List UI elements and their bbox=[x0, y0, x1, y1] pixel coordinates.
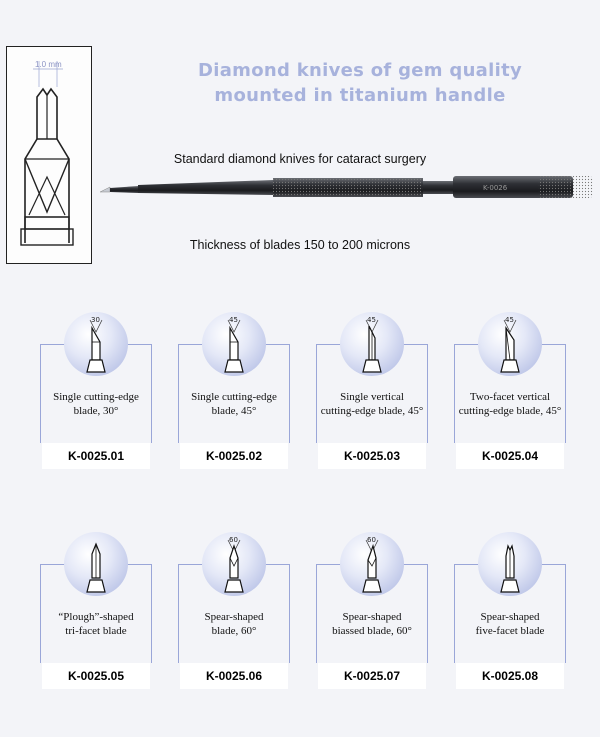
product-description-line-2: cutting-edge blade, 45° bbox=[320, 405, 424, 417]
product-description bbox=[44, 610, 148, 638]
product-description-line-2: blade, 60° bbox=[211, 625, 257, 637]
product-card bbox=[454, 312, 566, 463]
blade-illustration bbox=[340, 312, 404, 376]
product-description-line-1: Spear-shaped bbox=[342, 611, 402, 623]
product-description-line-2: tri-facet blade bbox=[65, 625, 127, 637]
product-card bbox=[454, 532, 566, 683]
title-line-1: Diamond knives of gem quality bbox=[197, 60, 523, 81]
product-card bbox=[316, 312, 428, 463]
blade-illustration bbox=[478, 532, 542, 596]
product-description-line-1: Single cutting-edge bbox=[191, 391, 277, 403]
product-code: K-0025.06 bbox=[180, 663, 288, 689]
scale-label: 1.0 mm bbox=[35, 60, 62, 69]
product-code: K-0025.07 bbox=[318, 663, 426, 689]
product-description bbox=[320, 390, 424, 418]
product-description-line-1: Two-facet vertical bbox=[469, 391, 551, 403]
product-code: K-0025.04 bbox=[456, 443, 564, 469]
product-description-line-1: Spear-shaped bbox=[480, 611, 540, 623]
product-description bbox=[182, 610, 286, 638]
product-code: K-0025.08 bbox=[456, 663, 564, 689]
product-card bbox=[316, 532, 428, 683]
blade-illustration bbox=[202, 312, 266, 376]
product-code: K-0025.02 bbox=[180, 443, 288, 469]
blade-angle-label: 45 bbox=[367, 316, 376, 324]
blade-illustration bbox=[202, 532, 266, 596]
product-description-line-1: Single cutting-edge bbox=[53, 391, 139, 403]
product-card bbox=[40, 532, 152, 683]
product-description bbox=[320, 610, 424, 638]
title-line-2: mounted in titanium handle bbox=[214, 85, 506, 106]
product-code: K-0025.05 bbox=[42, 663, 150, 689]
knife-handle-image bbox=[98, 172, 598, 202]
product-description-line-2: five-facet blade bbox=[475, 625, 545, 637]
product-description-line-1: “Plough”-shaped bbox=[58, 611, 134, 623]
product-description-line-1: Spear-shaped bbox=[204, 611, 264, 623]
subtitle: Standard diamond knives for cataract surgery bbox=[173, 152, 427, 166]
product-card bbox=[40, 312, 152, 463]
blade-illustration bbox=[340, 532, 404, 596]
blade-illustration bbox=[64, 532, 128, 596]
handle-engraving: K-0026 bbox=[483, 184, 508, 192]
blade-angle-label: 45 bbox=[229, 316, 238, 324]
blade-illustration bbox=[478, 312, 542, 376]
blade-angle-label: 30 bbox=[91, 316, 100, 324]
product-description bbox=[44, 390, 148, 418]
blade-angle-label: 60 bbox=[367, 536, 376, 544]
blade-illustration bbox=[64, 312, 128, 376]
product-code: K-0025.03 bbox=[318, 443, 426, 469]
blade-angle-label: 60 bbox=[229, 536, 238, 544]
blade-angle-label: 45 bbox=[505, 316, 514, 324]
product-code: K-0025.01 bbox=[42, 443, 150, 469]
product-description-line-1: Single vertical bbox=[340, 391, 404, 403]
product-description bbox=[458, 610, 562, 638]
product-description bbox=[458, 390, 562, 418]
product-description-line-2: blade, 45° bbox=[211, 405, 257, 417]
thickness-note: Thickness of blades 150 to 200 microns bbox=[189, 238, 411, 252]
page-title bbox=[190, 58, 530, 108]
product-description-line-2: biassed blade, 60° bbox=[332, 625, 412, 637]
product-description-line-2: blade, 30° bbox=[73, 405, 119, 417]
product-card bbox=[178, 312, 290, 463]
product-description bbox=[182, 390, 286, 418]
product-description-line-2: cutting-edge blade, 45° bbox=[458, 405, 562, 417]
product-card bbox=[178, 532, 290, 683]
